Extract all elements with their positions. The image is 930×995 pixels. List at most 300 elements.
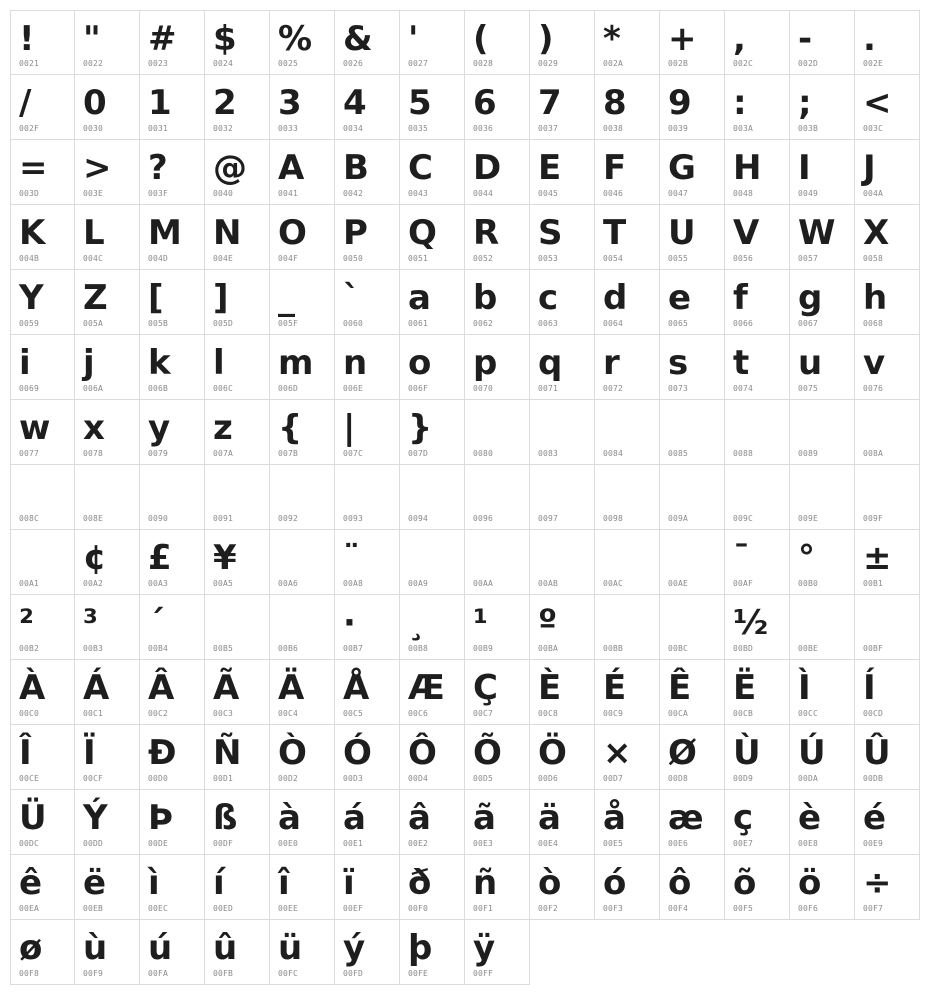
glyph-character: L: [83, 213, 105, 253]
glyph-codepoint-label: 0062: [473, 319, 494, 328]
glyph-cell: [75, 10, 140, 75]
glyph-cell: [205, 595, 270, 660]
glyph-character: ´: [148, 603, 165, 643]
glyph-cell: [790, 855, 855, 920]
glyph-cell: [10, 595, 75, 660]
glyph-cell: [530, 140, 595, 205]
glyph-codepoint-label: 00F2: [538, 904, 559, 913]
glyph-cell: [660, 595, 725, 660]
glyph-codepoint-label: 007C: [343, 449, 364, 458]
glyph-cell: [725, 400, 790, 465]
glyph-character: E: [538, 148, 562, 188]
glyph-character: õ: [733, 863, 757, 903]
glyph-character: ²: [19, 603, 34, 643]
glyph-codepoint-label: 00B0: [798, 579, 819, 588]
glyph-cell: [530, 205, 595, 270]
glyph-codepoint-label: 00A5: [213, 579, 234, 588]
glyph-cell: [205, 660, 270, 725]
glyph-codepoint-label: 0063: [538, 319, 559, 328]
glyph-cell: [270, 855, 335, 920]
glyph-cell: [335, 660, 400, 725]
glyph-character: S: [538, 213, 563, 253]
glyph-character: q: [538, 343, 563, 383]
glyph-codepoint-label: 00CA: [668, 709, 689, 718]
glyph-cell: [335, 270, 400, 335]
glyph-codepoint-label: 0094: [408, 514, 429, 523]
glyph-character: !: [19, 19, 35, 59]
glyph-codepoint-label: 002D: [798, 59, 819, 68]
glyph-character: 5: [408, 83, 432, 123]
glyph-character: t: [733, 343, 750, 383]
glyph-cell: [75, 400, 140, 465]
glyph-character: Ú: [798, 733, 826, 773]
glyph-character: ³: [83, 603, 98, 643]
glyph-codepoint-label: 00BA: [538, 644, 559, 653]
glyph-codepoint-label: 00AF: [733, 579, 754, 588]
glyph-cell: [530, 465, 595, 530]
glyph-character: ¯: [733, 538, 750, 578]
glyph-cell: [140, 465, 205, 530]
glyph-character: _: [278, 278, 295, 318]
glyph-cell: [140, 140, 205, 205]
glyph-codepoint-label: 00FE: [408, 969, 429, 978]
glyph-cell: [400, 75, 465, 140]
glyph-codepoint-label: 005A: [83, 319, 104, 328]
glyph-character: ù: [83, 928, 108, 968]
glyph-codepoint-label: 0021: [19, 59, 40, 68]
glyph-cell: [270, 10, 335, 75]
glyph-cell: [10, 920, 75, 985]
glyph-character: #: [148, 19, 177, 59]
glyph-cell: [660, 530, 725, 595]
glyph-cell: [205, 10, 270, 75]
glyph-character: ç: [733, 798, 754, 838]
glyph-codepoint-label: 0085: [668, 449, 689, 458]
glyph-cell: [335, 400, 400, 465]
glyph-cell: [75, 75, 140, 140]
glyph-character: `: [343, 278, 360, 318]
glyph-cell: [10, 465, 75, 530]
glyph-codepoint-label: 003F: [148, 189, 169, 198]
glyph-character: C: [408, 148, 433, 188]
glyph-character: Ò: [278, 733, 307, 773]
glyph-character: N: [213, 213, 242, 253]
glyph-codepoint-label: 004E: [213, 254, 234, 263]
glyph-codepoint-label: 00EE: [278, 904, 299, 913]
glyph-cell: [595, 270, 660, 335]
glyph-cell: [75, 140, 140, 205]
glyph-codepoint-label: 00E8: [798, 839, 819, 848]
glyph-cell: [660, 725, 725, 790]
glyph-cell: [660, 660, 725, 725]
glyph-cell: [660, 855, 725, 920]
glyph-cell: [75, 660, 140, 725]
glyph-codepoint-label: 00F7: [863, 904, 884, 913]
glyph-character: D: [473, 148, 502, 188]
glyph-cell: [790, 335, 855, 400]
glyph-cell: [595, 790, 660, 855]
glyph-codepoint-label: 007B: [278, 449, 299, 458]
glyph-codepoint-label: 0060: [343, 319, 364, 328]
glyph-cell: [140, 595, 205, 660]
glyph-codepoint-label: 0035: [408, 124, 429, 133]
glyph-cell: [725, 530, 790, 595]
glyph-codepoint-label: 00F9: [83, 969, 104, 978]
glyph-cell: [140, 75, 205, 140]
glyph-character: u: [798, 343, 823, 383]
glyph-cell: [335, 920, 400, 985]
glyph-codepoint-label: 00C5: [343, 709, 364, 718]
glyph-codepoint-label: 0039: [668, 124, 689, 133]
glyph-character: &: [343, 19, 373, 59]
glyph-cell: [400, 725, 465, 790]
glyph-codepoint-label: 00E1: [343, 839, 364, 848]
glyph-codepoint-label: 0084: [603, 449, 624, 458]
glyph-codepoint-label: 00CB: [733, 709, 754, 718]
glyph-character: Ø: [668, 733, 697, 773]
glyph-codepoint-label: 00C8: [538, 709, 559, 718]
glyph-character: d: [603, 278, 628, 318]
glyph-character: <: [863, 83, 892, 123]
glyph-codepoint-label: 002C: [733, 59, 754, 68]
glyph-cell: [530, 790, 595, 855]
glyph-cell: [725, 595, 790, 660]
glyph-character: ¸: [408, 603, 425, 643]
glyph-cell: [140, 790, 205, 855]
glyph-codepoint-label: 009A: [668, 514, 689, 523]
glyph-codepoint-label: 0092: [278, 514, 299, 523]
glyph-character: ×: [603, 733, 632, 773]
glyph-cell: [205, 335, 270, 400]
glyph-codepoint-label: 00B5: [213, 644, 234, 653]
glyph-character: }: [408, 408, 433, 448]
glyph-codepoint-label: 00F5: [733, 904, 754, 913]
glyph-codepoint-label: 003E: [83, 189, 104, 198]
glyph-cell: [725, 205, 790, 270]
glyph-character: %: [278, 19, 313, 59]
glyph-codepoint-label: 00E0: [278, 839, 299, 848]
glyph-cell: [140, 205, 205, 270]
glyph-character: ¹: [473, 603, 488, 643]
glyph-codepoint-label: 00C9: [603, 709, 624, 718]
glyph-cell: [270, 140, 335, 205]
glyph-character: (: [473, 19, 489, 59]
glyph-cell: [10, 75, 75, 140]
glyph-codepoint-label: 0024: [213, 59, 234, 68]
glyph-character: ¨: [343, 538, 360, 578]
glyph-cell: [855, 270, 920, 335]
glyph-character: ': [408, 19, 419, 59]
glyph-cell: [790, 75, 855, 140]
glyph-cell: [75, 270, 140, 335]
glyph-cell: [465, 855, 530, 920]
glyph-codepoint-label: 008E: [83, 514, 104, 523]
glyph-codepoint-label: 00A8: [343, 579, 364, 588]
glyph-cell: [270, 790, 335, 855]
glyph-character: z: [213, 408, 233, 448]
glyph-character: º: [538, 603, 558, 643]
glyph-cell: [725, 725, 790, 790]
glyph-codepoint-label: 0067: [798, 319, 819, 328]
glyph-character: ø: [19, 928, 43, 968]
glyph-cell: [140, 855, 205, 920]
glyph-codepoint-label: 00AC: [603, 579, 624, 588]
glyph-cell: [10, 140, 75, 205]
glyph-codepoint-label: 00BC: [668, 644, 689, 653]
glyph-codepoint-label: 00DE: [148, 839, 169, 848]
glyph-cell: [855, 400, 920, 465]
glyph-codepoint-label: 00FF: [473, 969, 494, 978]
glyph-codepoint-label: 0070: [473, 384, 494, 393]
glyph-character: 7: [538, 83, 562, 123]
glyph-cell: [465, 530, 530, 595]
glyph-codepoint-label: 00C4: [278, 709, 299, 718]
glyph-codepoint-label: 0042: [343, 189, 364, 198]
glyph-cell: [855, 660, 920, 725]
glyph-character: Z: [83, 278, 108, 318]
glyph-codepoint-label: 006F: [408, 384, 429, 393]
glyph-character: Ü: [19, 798, 47, 838]
glyph-codepoint-label: 00C7: [473, 709, 494, 718]
glyph-cell: [595, 400, 660, 465]
glyph-cell: [335, 335, 400, 400]
glyph-codepoint-label: 00F3: [603, 904, 624, 913]
glyph-cell: [400, 335, 465, 400]
glyph-codepoint-label: 0049: [798, 189, 819, 198]
glyph-character: n: [343, 343, 368, 383]
glyph-codepoint-label: 00D2: [278, 774, 299, 783]
glyph-character: Â: [148, 668, 175, 708]
glyph-cell: [270, 270, 335, 335]
glyph-cell: [530, 335, 595, 400]
glyph-codepoint-label: 003B: [798, 124, 819, 133]
glyph-cell: [530, 660, 595, 725]
glyph-codepoint-label: 00E9: [863, 839, 884, 848]
glyph-codepoint-label: 003A: [733, 124, 754, 133]
glyph-codepoint-label: 0093: [343, 514, 364, 523]
glyph-codepoint-label: 002E: [863, 59, 884, 68]
glyph-character: K: [19, 213, 46, 253]
glyph-codepoint-label: 008A: [863, 449, 884, 458]
glyph-codepoint-label: 007D: [408, 449, 429, 458]
glyph-character: è: [798, 798, 822, 838]
glyph-codepoint-label: 0025: [278, 59, 299, 68]
glyph-codepoint-label: 00F0: [408, 904, 429, 913]
glyph-character: ô: [668, 863, 692, 903]
glyph-character: ½: [733, 603, 769, 643]
glyph-character: |: [343, 408, 356, 448]
glyph-character: Ð: [148, 733, 177, 773]
glyph-cell: [400, 270, 465, 335]
glyph-cell: [205, 920, 270, 985]
glyph-character: ÷: [863, 863, 892, 903]
glyph-codepoint-label: 00DD: [83, 839, 104, 848]
glyph-character: Q: [408, 213, 437, 253]
glyph-cell: [400, 790, 465, 855]
glyph-character: Ê: [668, 668, 692, 708]
glyph-cell: [595, 725, 660, 790]
glyph-codepoint-label: 00A9: [408, 579, 429, 588]
glyph-character: þ: [408, 928, 433, 968]
glyph-cell: [400, 205, 465, 270]
glyph-codepoint-label: 00DA: [798, 774, 819, 783]
glyph-character: g: [798, 278, 823, 318]
glyph-character: f: [733, 278, 748, 318]
glyph-codepoint-label: 00FD: [343, 969, 364, 978]
glyph-codepoint-label: 004C: [83, 254, 104, 263]
glyph-character: Ä: [278, 668, 305, 708]
glyph-codepoint-label: 00E5: [603, 839, 624, 848]
glyph-codepoint-label: 00BF: [863, 644, 884, 653]
glyph-cell: [660, 400, 725, 465]
glyph-cell: [790, 530, 855, 595]
glyph-character: ò: [538, 863, 562, 903]
glyph-character: *: [603, 19, 621, 59]
glyph-character: ð: [408, 863, 432, 903]
glyph-codepoint-label: 00F6: [798, 904, 819, 913]
glyph-character: ö: [798, 863, 822, 903]
glyph-codepoint-label: 006A: [83, 384, 104, 393]
glyph-character: A: [278, 148, 305, 188]
glyph-character: 8: [603, 83, 627, 123]
glyph-character: ¥: [213, 538, 237, 578]
glyph-cell: [205, 530, 270, 595]
glyph-cell: [855, 140, 920, 205]
glyph-character: 9: [668, 83, 692, 123]
glyph-character: 3: [278, 83, 302, 123]
glyph-codepoint-label: 00CE: [19, 774, 40, 783]
glyph-character: /: [19, 83, 32, 123]
glyph-codepoint-label: 0054: [603, 254, 624, 263]
glyph-codepoint-label: 003D: [19, 189, 40, 198]
glyph-codepoint-label: 004A: [863, 189, 884, 198]
glyph-codepoint-label: 0045: [538, 189, 559, 198]
glyph-codepoint-label: 00EF: [343, 904, 364, 913]
glyph-codepoint-label: 0022: [83, 59, 104, 68]
glyph-codepoint-label: 0078: [83, 449, 104, 458]
glyph-codepoint-label: 00A6: [278, 579, 299, 588]
glyph-cell: [725, 790, 790, 855]
glyph-character: T: [603, 213, 627, 253]
glyph-codepoint-label: 0072: [603, 384, 624, 393]
glyph-character: Ô: [408, 733, 437, 773]
glyph-cell: [725, 855, 790, 920]
glyph-codepoint-label: 00FB: [213, 969, 234, 978]
glyph-cell: [205, 205, 270, 270]
glyph-cell: [205, 400, 270, 465]
glyph-codepoint-label: 00D4: [408, 774, 429, 783]
glyph-cell: [725, 140, 790, 205]
glyph-cell: [400, 465, 465, 530]
glyph-character: ó: [603, 863, 627, 903]
glyph-codepoint-label: 005B: [148, 319, 169, 328]
glyph-character: 6: [473, 83, 497, 123]
glyph-character: ê: [19, 863, 43, 903]
glyph-character: ã: [473, 798, 496, 838]
glyph-character: +: [668, 19, 697, 59]
glyph-cell: [530, 10, 595, 75]
glyph-cell: [660, 335, 725, 400]
glyph-codepoint-label: 0058: [863, 254, 884, 263]
glyph-character: 0: [83, 83, 107, 123]
glyph-character: ü: [278, 928, 303, 968]
glyph-cell: [855, 790, 920, 855]
glyph-character: Ó: [343, 733, 372, 773]
glyph-character: c: [538, 278, 559, 318]
glyph-cell: [400, 530, 465, 595]
glyph-cell: [725, 10, 790, 75]
glyph-cell: [400, 140, 465, 205]
glyph-codepoint-label: 0090: [148, 514, 169, 523]
glyph-character: j: [83, 343, 95, 383]
glyph-character: Ì: [798, 668, 811, 708]
glyph-codepoint-label: 00FA: [148, 969, 169, 978]
glyph-cell: [465, 725, 530, 790]
glyph-character: x: [83, 408, 105, 448]
glyph-character: W: [798, 213, 836, 253]
glyph-cell: [335, 75, 400, 140]
glyph-cell: [855, 855, 920, 920]
glyph-character: °: [798, 538, 815, 578]
glyph-character: Ù: [733, 733, 761, 773]
glyph-character: I: [798, 148, 811, 188]
glyph-codepoint-label: 0083: [538, 449, 559, 458]
glyph-codepoint-label: 0089: [798, 449, 819, 458]
glyph-character: Ñ: [213, 733, 242, 773]
glyph-cell: [855, 530, 920, 595]
glyph-codepoint-label: 00DB: [863, 774, 884, 783]
glyph-cell: [75, 530, 140, 595]
glyph-cell: [660, 10, 725, 75]
glyph-codepoint-label: 00D7: [603, 774, 624, 783]
glyph-codepoint-label: 004F: [278, 254, 299, 263]
glyph-cell: [595, 335, 660, 400]
glyph-character: ¢: [83, 538, 107, 578]
glyph-cell: [595, 10, 660, 75]
glyph-cell: [660, 465, 725, 530]
glyph-character: Å: [343, 668, 370, 708]
glyph-cell: [335, 10, 400, 75]
glyph-codepoint-label: 00BB: [603, 644, 624, 653]
glyph-cell: [400, 595, 465, 660]
glyph-character: Õ: [473, 733, 502, 773]
glyph-codepoint-label: 00B4: [148, 644, 169, 653]
glyph-character: ,: [733, 19, 746, 59]
glyph-codepoint-label: 00C6: [408, 709, 429, 718]
glyph-cell: [465, 400, 530, 465]
glyph-character: ): [538, 19, 554, 59]
glyph-codepoint-label: 0059: [19, 319, 40, 328]
glyph-cell: [400, 10, 465, 75]
glyph-codepoint-label: 0076: [863, 384, 884, 393]
glyph-cell: [790, 10, 855, 75]
glyph-character: 4: [343, 83, 367, 123]
glyph-character: Î: [19, 733, 32, 773]
glyph-cell: [205, 140, 270, 205]
glyph-cell: [660, 205, 725, 270]
glyph-cell: [10, 10, 75, 75]
glyph-codepoint-label: 00CD: [863, 709, 884, 718]
glyph-codepoint-label: 00BE: [798, 644, 819, 653]
glyph-cell: [335, 205, 400, 270]
glyph-codepoint-label: 0088: [733, 449, 754, 458]
glyph-character: ?: [148, 148, 168, 188]
glyph-cell: [790, 790, 855, 855]
glyph-codepoint-label: 0029: [538, 59, 559, 68]
glyph-codepoint-label: 002F: [19, 124, 40, 133]
glyph-codepoint-label: 0075: [798, 384, 819, 393]
glyph-character: í: [213, 863, 225, 903]
